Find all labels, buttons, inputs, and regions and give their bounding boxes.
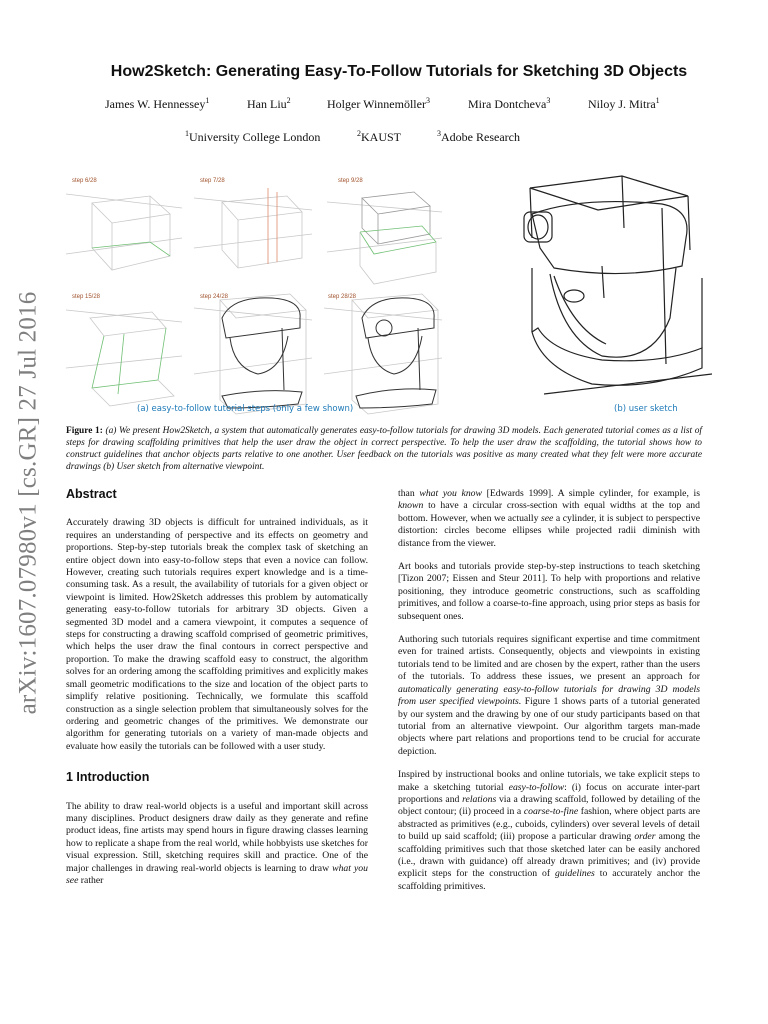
affiliation-adobe: $^3$Adobe Research	[437, 129, 520, 144]
step-label-7: step 7/28	[200, 178, 225, 184]
step-label-15: step 15/28	[72, 294, 101, 300]
tutorial-step-28	[324, 294, 442, 414]
user-sketch	[524, 176, 712, 394]
abstract-heading: Abstract	[66, 487, 117, 501]
tutorial-step-24	[194, 294, 312, 414]
author-hennessey: James W. Hennessey$^1$	[105, 96, 210, 111]
paper-title: How2Sketch: Generating Easy-To-Follow Tutorials for Sketching 3D Objects	[110, 63, 688, 80]
tutorial-step-15	[66, 294, 182, 406]
author-winnemoller: Holger Winnemöller$^3$	[327, 96, 430, 111]
figure-caption: Figure 1: (a) We present How2Sketch, a system that automatically generates easy-to-follow tutorials for drawing 3D models. Each generated tutorial comes as a list of steps for drawing scaffolding primitives that help the user draw the object in correct perspective. To help the user draw the scaffolding, the tutorial shows how to construct guidelines that anchor objects parts relative to one another. User feedback on the tutorials was positive as many created what they felt were more accurate drawings (b) User sketch from alternative viewpoint.	[66, 426, 702, 472]
tutorial-step-7	[194, 178, 312, 268]
author-mitra: Niloy J. Mitra$^1$	[588, 96, 660, 111]
author-dontcheva: Mira Dontcheva$^3$	[468, 96, 551, 111]
affiliation-ucl: $^1$University College London	[185, 129, 321, 144]
figure-1	[62, 168, 712, 418]
left-column	[66, 488, 368, 898]
tutorial-step-6	[66, 178, 182, 270]
right-paragraph-4: Inspired by instructional books and online tutorials, we take explicit steps to make a sketching tutorial easy-to-follow: (i) focus on accurate inter-part proportions and relations via a drawing scaffold, followed by detailing of the object contour; (ii) proceed in a coarse-to-fine fashion, where object parts are abstracted as primitives (e.g., cuboids, cylinders) over several levels of detail to build up said scaffold; (iii) propose a particular drawing order among the scaffolding primitives such that those sketched later can be easily anchored (i.e., drawn with guidance) off already drawn primitives; and (iv) provide explicit steps for the construction of guidelines to accurately anchor the scaffolding primitives.	[398, 769, 701, 892]
affiliation-kaust: $^2$KAUST	[357, 129, 402, 144]
right-paragraph-2: Art books and tutorials provide step-by-step instructions to teach sketching [Tizon 2007; Eissen and Steur 2011]. To help with proportions and relative positioning, they introduce geometric constructions, such as scaffolding primitives, and follow a coarse-to-fine approach, using prior steps as basis for subsequent ones.	[398, 561, 700, 622]
abstract-text: Accurately drawing 3D objects is difficult for untrained individuals, as it requires an understanding of perspective and its effects on geometry and proportions. Step-by-step tutorials break the complex task of sketching an entire object down into easy-to-follow steps that even a novice can follow. However, creating such tutorials requires expert knowledge and is a time-consuming task. As a result, the availability of tutorials for a given object or viewpoint is limited. How2Sketch addresses this problem by automatically generating easy-to-follow tutorials for arbitrary 3D objects. Given a segmented 3D model and a camera viewpoint, it computes a sequence of steps for constructing a drawing scaffold comprised of geometric primitives, which helps the user draw the final contours in correct perspective and proportion. To make the drawing scaffold easy to construct, the algorithm solves for an ordering among the scaffolding primitives and explicitly makes small geometric modifications to the size and location of the object parts to simplify relative positioning. Technically, we formulate this scaffold construction as a single selection problem that simultaneously solves for the ordering and geometric changes of the primitives. We demonstrate our algorithm for generating tutorials on a variety of man-made objects and evaluate how easily the tutorials can be followed with a user study.	[66, 517, 368, 752]
step-label-9: step 9/28	[338, 178, 363, 184]
step-label-6: step 6/28	[72, 178, 97, 184]
right-paragraph-3: Authoring such tutorials requires significant expertise and time commitment even for trained artists. Consequently, objects and viewpoints in existing tutorials tend to be limited and are chosen by the expert, rather than the users of the tutorials. To address these issues, we present an approach for automatically generating easy-to-follow tutorials for drawing 3D models from user specified viewpoints. Figure 1 shows parts of a tutorial generated by our system and the drawing by one of our study participants based on that tutorial from an alternative viewpoint. Our algorithm targets man-made objects where part relations and proportions tend to be crucial for accurate depiction.	[398, 634, 701, 757]
figure-label-b: (b) user sketch	[614, 404, 678, 414]
right-column	[398, 488, 700, 904]
arxiv-stamp: arXiv:1607.07980v1 [cs.GR] 27 Jul 2016	[14, 291, 42, 715]
author-liu: Han Liu$^2$	[247, 96, 291, 111]
step-label-24: step 24/28	[200, 294, 229, 300]
right-paragraph-1: than what you know [Edwards 1999]. A simple cylinder, for example, is known to have a circular cross-section with equal widths at the top and bottom. However, when we actually see a cylinder, it is subject to perspective distortion: circles become ellipses while projected radii diminish with distance from the viewer.	[398, 488, 701, 549]
tutorial-step-9	[327, 178, 442, 284]
introduction-heading: 1 Introduction	[66, 770, 150, 785]
introduction-paragraph: The ability to draw real-world objects is a useful and important skill across many disciplines. Product designers draw daily as they generate and refine product ideas, fine artists may spend hours in figure drawing classes learning how to replicate a shape from the real world, while hobbyists use sketches for visual expression. Still, sketching requires skill and practice. One of the major challenges in drawing real-world objects is learning to draw what you see rather	[66, 800, 368, 886]
figure-label-a: (a) easy-to-follow tutorial steps (only a few shown)	[137, 404, 354, 414]
step-label-28: step 28/28	[328, 294, 357, 300]
